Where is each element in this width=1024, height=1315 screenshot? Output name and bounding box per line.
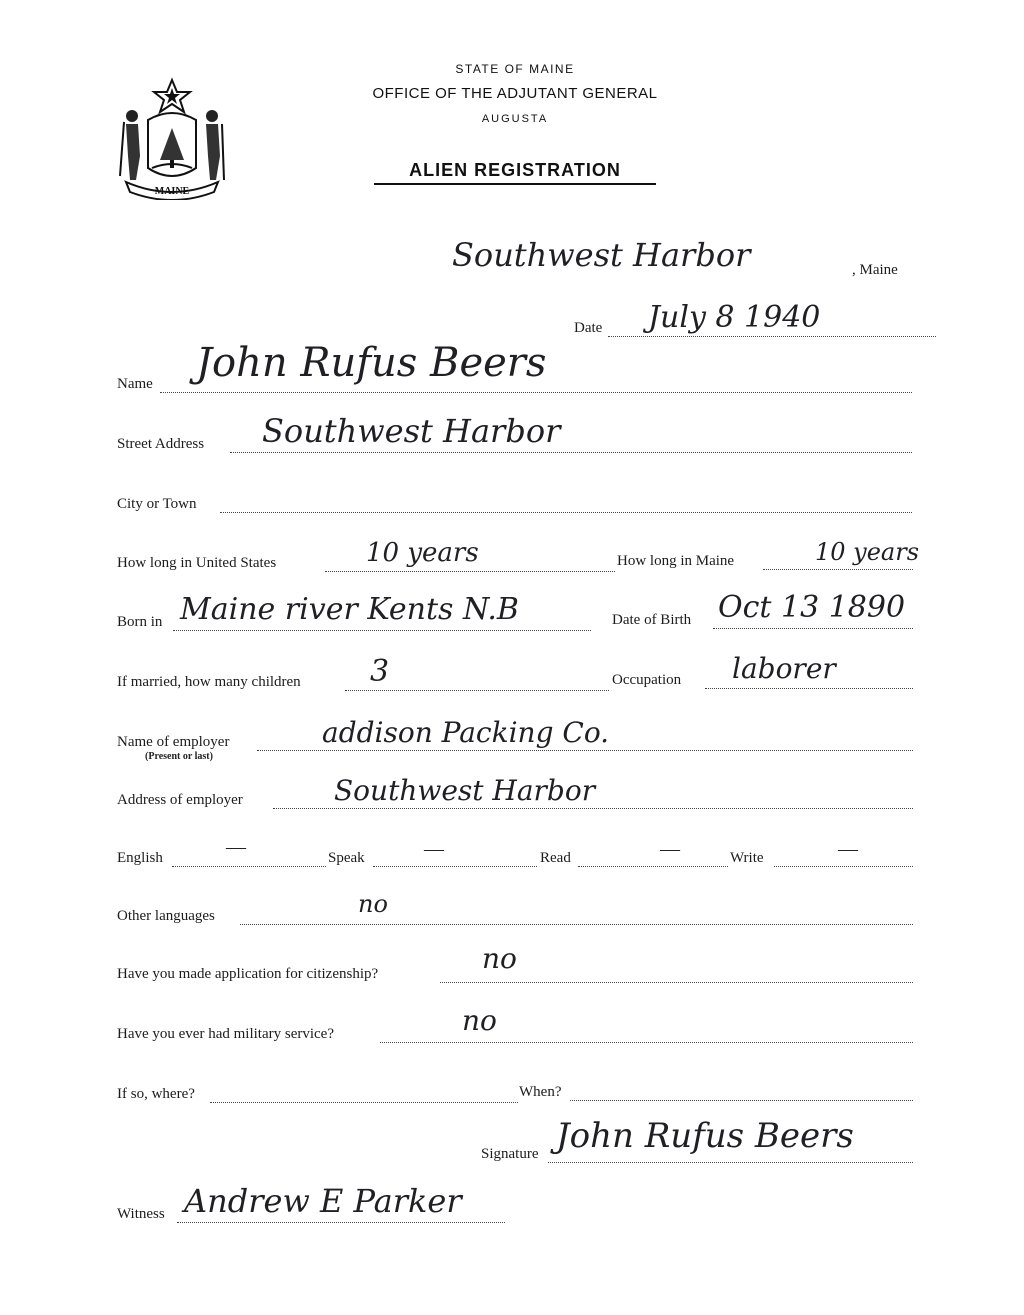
military-label: Have you ever had military service?	[117, 1026, 334, 1042]
english-entry: —	[226, 836, 246, 858]
write-label: Write	[730, 850, 764, 866]
citizenship-label: Have you made application for citizenship?	[117, 966, 379, 982]
city-or-town-label: City or Town	[117, 496, 197, 512]
header-city: AUGUSTA	[481, 113, 549, 125]
speak-line	[373, 866, 537, 867]
employer-address-line	[273, 808, 913, 809]
occupation-entry: laborer	[732, 652, 836, 685]
military-line	[380, 1042, 913, 1043]
read-line	[578, 866, 728, 867]
employer-note: (Present or last)	[145, 751, 213, 762]
citizenship-line	[440, 982, 913, 983]
date-of-birth-line	[713, 628, 913, 629]
how-long-us-label: How long in United States	[117, 555, 277, 571]
read-entry: —	[660, 838, 680, 860]
if-so-where-line	[210, 1102, 518, 1103]
date-of-birth-label: Date of Birth	[612, 612, 692, 628]
read-label: Read	[540, 850, 571, 866]
city-or-town-line	[220, 512, 912, 513]
other-languages-label: Other languages	[117, 908, 215, 924]
how-long-maine-label: How long in Maine	[617, 553, 735, 569]
if-so-where-label: If so, where?	[117, 1086, 195, 1102]
write-line	[774, 866, 913, 867]
signature-line	[548, 1162, 913, 1163]
occupation-label: Occupation	[612, 672, 682, 688]
how-long-us-entry: 10 years	[366, 538, 479, 568]
military-entry: no	[462, 1004, 497, 1037]
write-entry: —	[838, 838, 858, 860]
date-line	[608, 336, 936, 337]
english-label: English	[117, 850, 163, 866]
other-languages-line	[240, 924, 913, 925]
maine-label: , Maine	[852, 262, 898, 278]
employer-address-entry: Southwest Harbor	[334, 774, 596, 807]
header-state: STATE OF MAINE	[455, 62, 575, 76]
maine-state-seal-icon	[116, 76, 228, 200]
date-entry: July 8 1940	[648, 300, 821, 335]
seal-banner-text: MAINE	[154, 186, 190, 197]
form-title: ALIEN REGISTRATION	[374, 160, 656, 185]
witness-label: Witness	[117, 1206, 165, 1222]
employer-name-label: Name of employer	[117, 734, 230, 750]
name-entry: John Rufus Beers	[196, 340, 547, 386]
married-children-line	[345, 690, 609, 691]
witness-line	[177, 1222, 505, 1223]
employer-name-line	[257, 750, 913, 751]
born-in-label: Born in	[117, 614, 163, 630]
how-long-us-line	[325, 571, 615, 572]
employer-name-entry: addison Packing Co.	[322, 716, 610, 749]
signature-entry: John Rufus Beers	[556, 1116, 854, 1156]
date-label: Date	[574, 320, 603, 336]
speak-label: Speak	[328, 850, 365, 866]
when-line	[570, 1100, 913, 1101]
how-long-maine-line	[763, 569, 913, 570]
street-address-line	[230, 452, 912, 453]
when-label: When?	[519, 1084, 562, 1100]
town-entry: Southwest Harbor	[452, 236, 751, 274]
employer-address-label: Address of employer	[117, 792, 243, 808]
header-office: OFFICE OF THE ADJUTANT GENERAL	[372, 85, 658, 102]
married-children-label: If married, how many children	[117, 674, 301, 690]
name-line	[160, 392, 912, 393]
street-address-label: Street Address	[117, 436, 205, 452]
how-long-maine-entry: 10 years	[815, 538, 920, 566]
born-in-entry: Maine river Kents N.B	[180, 592, 519, 627]
english-line	[172, 866, 326, 867]
witness-entry: Andrew E Parker	[184, 1182, 462, 1220]
born-in-line	[173, 630, 591, 631]
speak-entry: —	[424, 838, 444, 860]
occupation-line	[705, 688, 913, 689]
children-entry: 3	[370, 654, 390, 689]
other-languages-entry: no	[358, 890, 388, 918]
name-label: Name	[117, 376, 153, 392]
date-of-birth-entry: Oct 13 1890	[718, 590, 906, 625]
street-address-entry: Southwest Harbor	[262, 412, 561, 450]
citizenship-entry: no	[482, 942, 517, 975]
signature-label: Signature	[481, 1146, 539, 1162]
